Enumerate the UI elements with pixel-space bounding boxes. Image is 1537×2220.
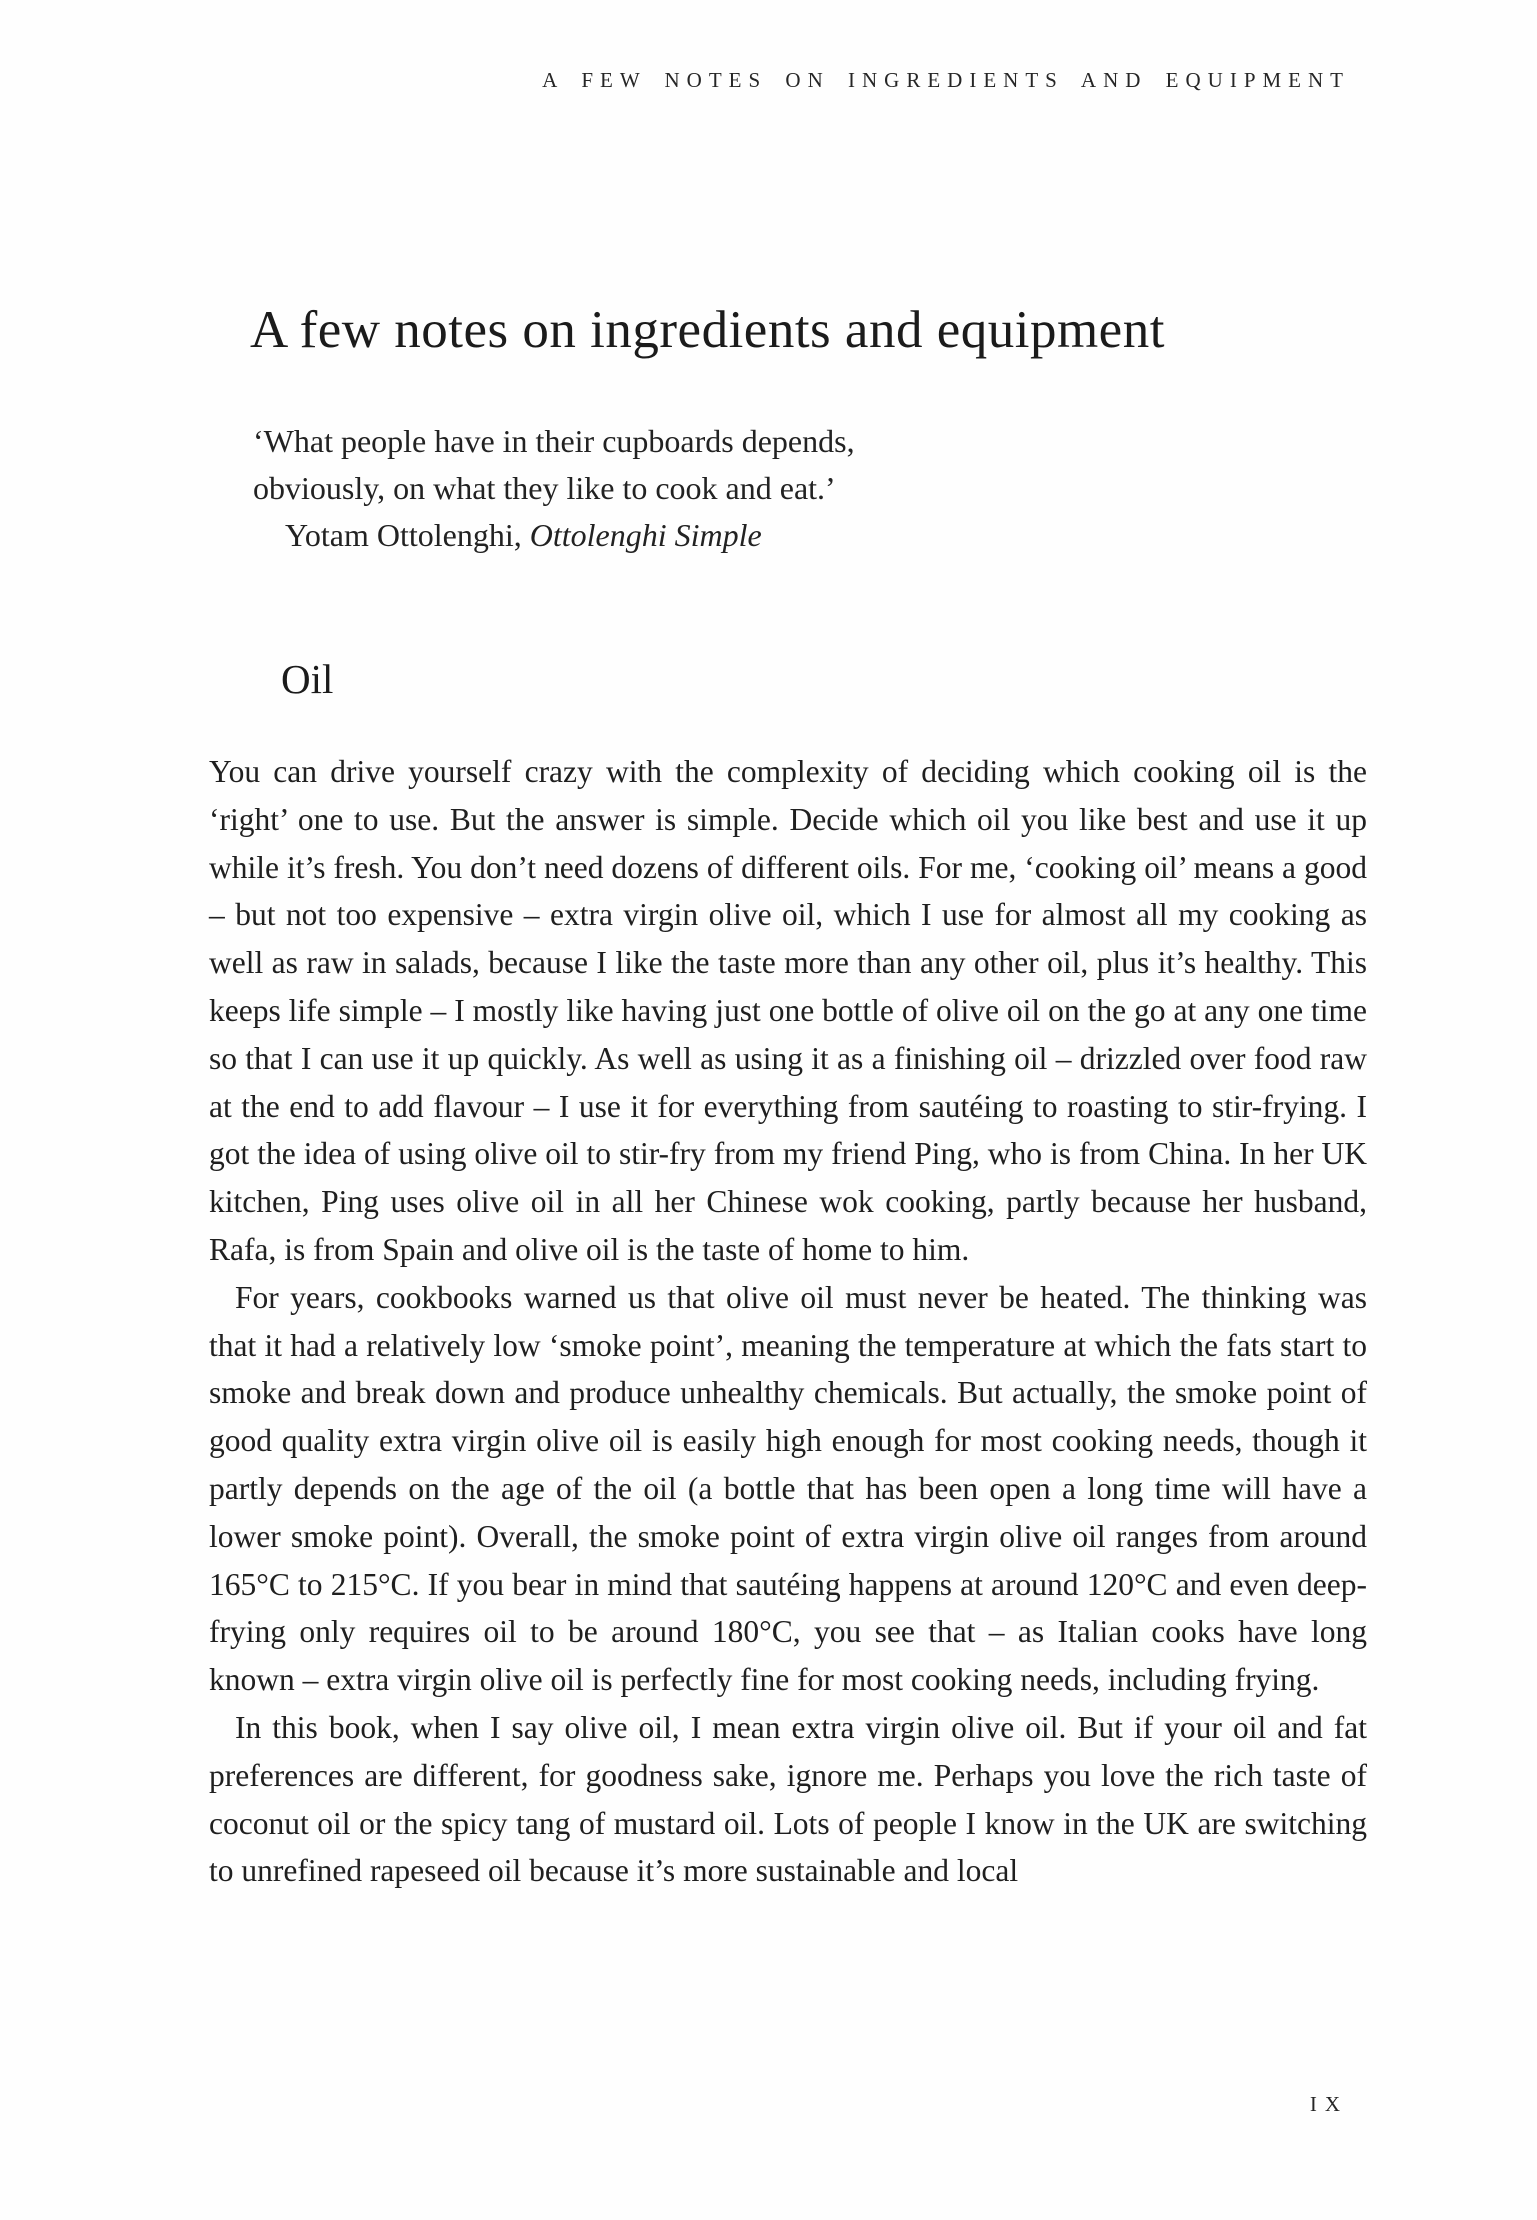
running-header: A FEW NOTES ON INGREDIENTS AND EQUIPMENT <box>542 68 1350 92</box>
paragraph-1: You can drive yourself crazy with the complexity of deciding which cooking oil is the ‘right’ one to use. But the answer is simple. Decide which oil you like best and use it up while it’s fresh. You don’t need dozens of different oils. For me, ‘cooking oil’ means a good – but not too expensive – extra virgin olive oil, which I use for almost all my cooking as well as raw in salads, because I like the taste more than any other oil, plus it’s healthy. This keeps life simple – I mostly like having just one bottle of olive oil on the go at any one time so that I can use it up quickly. As well as using it as a finishing oil – drizzled over food raw at the end to add flavour – I use it for everything from sautéing to roasting to stir-frying. I got the idea of using olive oil to stir-fry from my friend Ping, who is from China. In her UK kitchen, Ping uses olive oil in all her Chinese wok cooking, partly because her husband, Rafa, is from Spain and olive oil is the taste of home to him. <box>209 754 1367 1267</box>
section-heading-oil: Oil <box>281 656 334 702</box>
paragraph-3: In this book, when I say olive oil, I mean extra virgin olive oil. But if your oil and fat preferences are different, for goodness sake, ignore me. Perhaps you love the rich taste of coconut oil or the spicy tang of mustard oil. Lots of people I know in the UK are switching to unrefined rapeseed oil because it’s more sustainable and local <box>209 1709 1367 1889</box>
epigraph-line-2: obviously, on what they like to cook and eat.’ <box>253 470 836 506</box>
epigraph-attribution <box>253 512 855 559</box>
body-text <box>209 748 1367 1895</box>
epigraph <box>253 418 855 559</box>
paragraph-2: For years, cookbooks warned us that olive oil must never be heated. The thinking was that it had a relatively low ‘smoke point’, meaning the temperature at which the fats start to smoke and break down and produce unhealthy chemicals. But actually, the smoke point of good quality extra virgin olive oil is easily high enough for most cooking needs, though it partly depends on the age of the oil (a bottle that has been open a long time will have a lower smoke point). Overall, the smoke point of extra virgin olive oil ranges from around 165°C to 215°C. If you bear in mind that sautéing happens at around 120°C and even deep-frying only requires oil to be around 180°C, you see that – as Italian cooks have long known – extra virgin olive oil is perfectly fine for most cooking needs, including frying. <box>209 1279 1367 1698</box>
page-number: IX <box>1309 2092 1348 2116</box>
epigraph-attribution-work-title: Ottolenghi Simple <box>529 517 762 553</box>
epigraph-attribution-name: Yotam Ottolenghi, <box>285 517 530 553</box>
chapter-title: A few notes on ingredients and equipment <box>250 301 1165 359</box>
epigraph-line-1: ‘What people have in their cupboards depends, <box>253 423 855 459</box>
